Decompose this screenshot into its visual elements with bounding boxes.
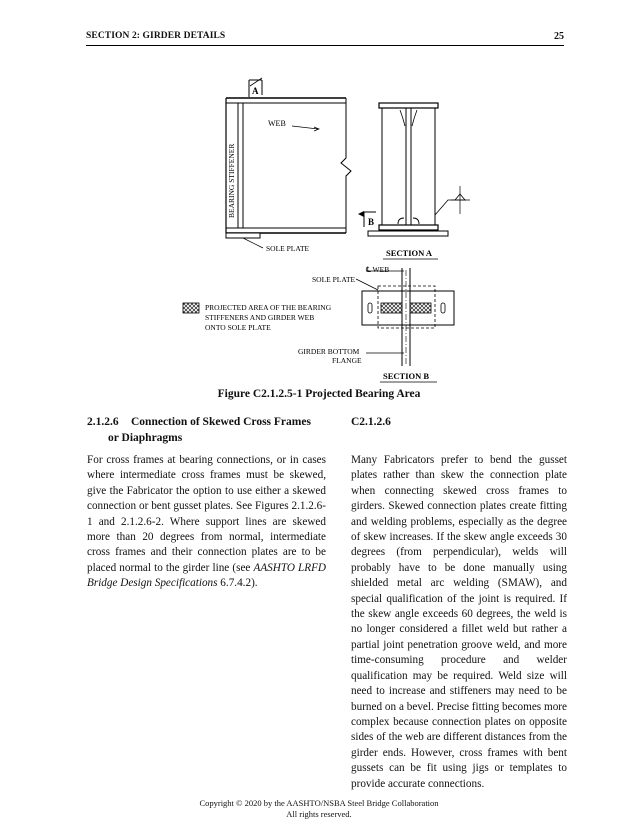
left-body-paragraph <box>87 453 326 592</box>
left-heading-line-2: or Diaphragms <box>108 432 183 444</box>
figure-caption: Figure C2.1.2.5-1 Projected Bearing Area <box>217 388 421 400</box>
bearing-stiffener-label: BEARING STIFFENER <box>227 143 236 218</box>
footer-copyright: Copyright © 2020 by the AASHTO/NSBA Steel Bridge Collaboration <box>199 798 439 808</box>
left-heading-line-1: Connection of Skewed Cross Frames <box>131 416 311 428</box>
section-a-title: SECTION A <box>386 248 433 258</box>
left-body-end: 6.7.4.2). <box>220 577 258 590</box>
page-number: 25 <box>554 31 564 42</box>
sole-plate-label-section-b: SOLE PLATE <box>312 275 356 284</box>
legend-line-1: PROJECTED AREA OF THE BEARING <box>205 303 332 312</box>
section-title: SECTION 2: GIRDER DETAILS <box>86 31 226 41</box>
centerline-web-label: ℄ WEB <box>366 265 390 274</box>
right-body-paragraph: Many Fabricators prefer to bend the gusset plates rather than skew the connection plate when connecting skewed cross frames to girders. Skewed connection plates create fitting and welding problems, especially as the degree of skew increases. If the skew angle exceeds 30 degrees (from perpendicular), welds will probably have to be done manually using shielded metal arc welding (SMAW), and special qualification of the joint is required. If the skew angle exceeds 60 degrees, the weld is no longer considered a fillet weld but rather a partial joint penetration groove weld, and more time-consuming procedure and welder qualification may be required. Weld size will need to increase and stiffeners may need to be burned on a bevel. Precise fitting becomes more complex because connection plates on opposite sides of the web are different distances from the girder ends. However, cross frames with bent gussets can be fit using jigs or templates to provide accurate connections. <box>351 454 567 790</box>
web-label: WEB <box>268 119 286 128</box>
section-a-view <box>358 103 470 236</box>
girder-elevation <box>226 78 351 248</box>
page-footer <box>0 798 638 820</box>
projected-bearing-area-figure <box>0 0 638 390</box>
left-body-main: For cross frames at bearing connections, or in cases where intermediate cross frames must be skewed, give the Fabricator the option to use either a skewed connection or bent gusset plates. See Figures 2.1.2.6-1 and 2.1.2.6-2. Where support lines are skewed more than 20 degrees from normal, intermediate cross frames and their connection plates are to be placed normal to the girder line (see <box>87 454 326 574</box>
section-b-view <box>356 268 454 366</box>
sole-plate-label-left: SOLE PLATE <box>266 244 310 253</box>
right-heading: C2.1.2.6 <box>351 416 391 428</box>
girder-flange-label-1: GIRDER BOTTOM <box>298 347 360 356</box>
left-body-italic-ref: AASHTO LRFD Bridge Design Specifications <box>87 561 326 590</box>
left-heading-number: 2.1.2.6 <box>87 416 119 428</box>
footer-rights: All rights reserved. <box>286 809 352 819</box>
section-a-marker: A <box>252 86 259 96</box>
girder-flange-label-2: FLANGE <box>332 356 362 365</box>
hatch-legend-swatch <box>183 303 199 313</box>
legend-line-3: ONTO SOLE PLATE <box>205 323 271 332</box>
section-b-title: SECTION B <box>383 371 430 381</box>
section-b-marker: B <box>368 217 375 227</box>
legend-line-2: STIFFENERS AND GIRDER WEB <box>205 313 315 322</box>
